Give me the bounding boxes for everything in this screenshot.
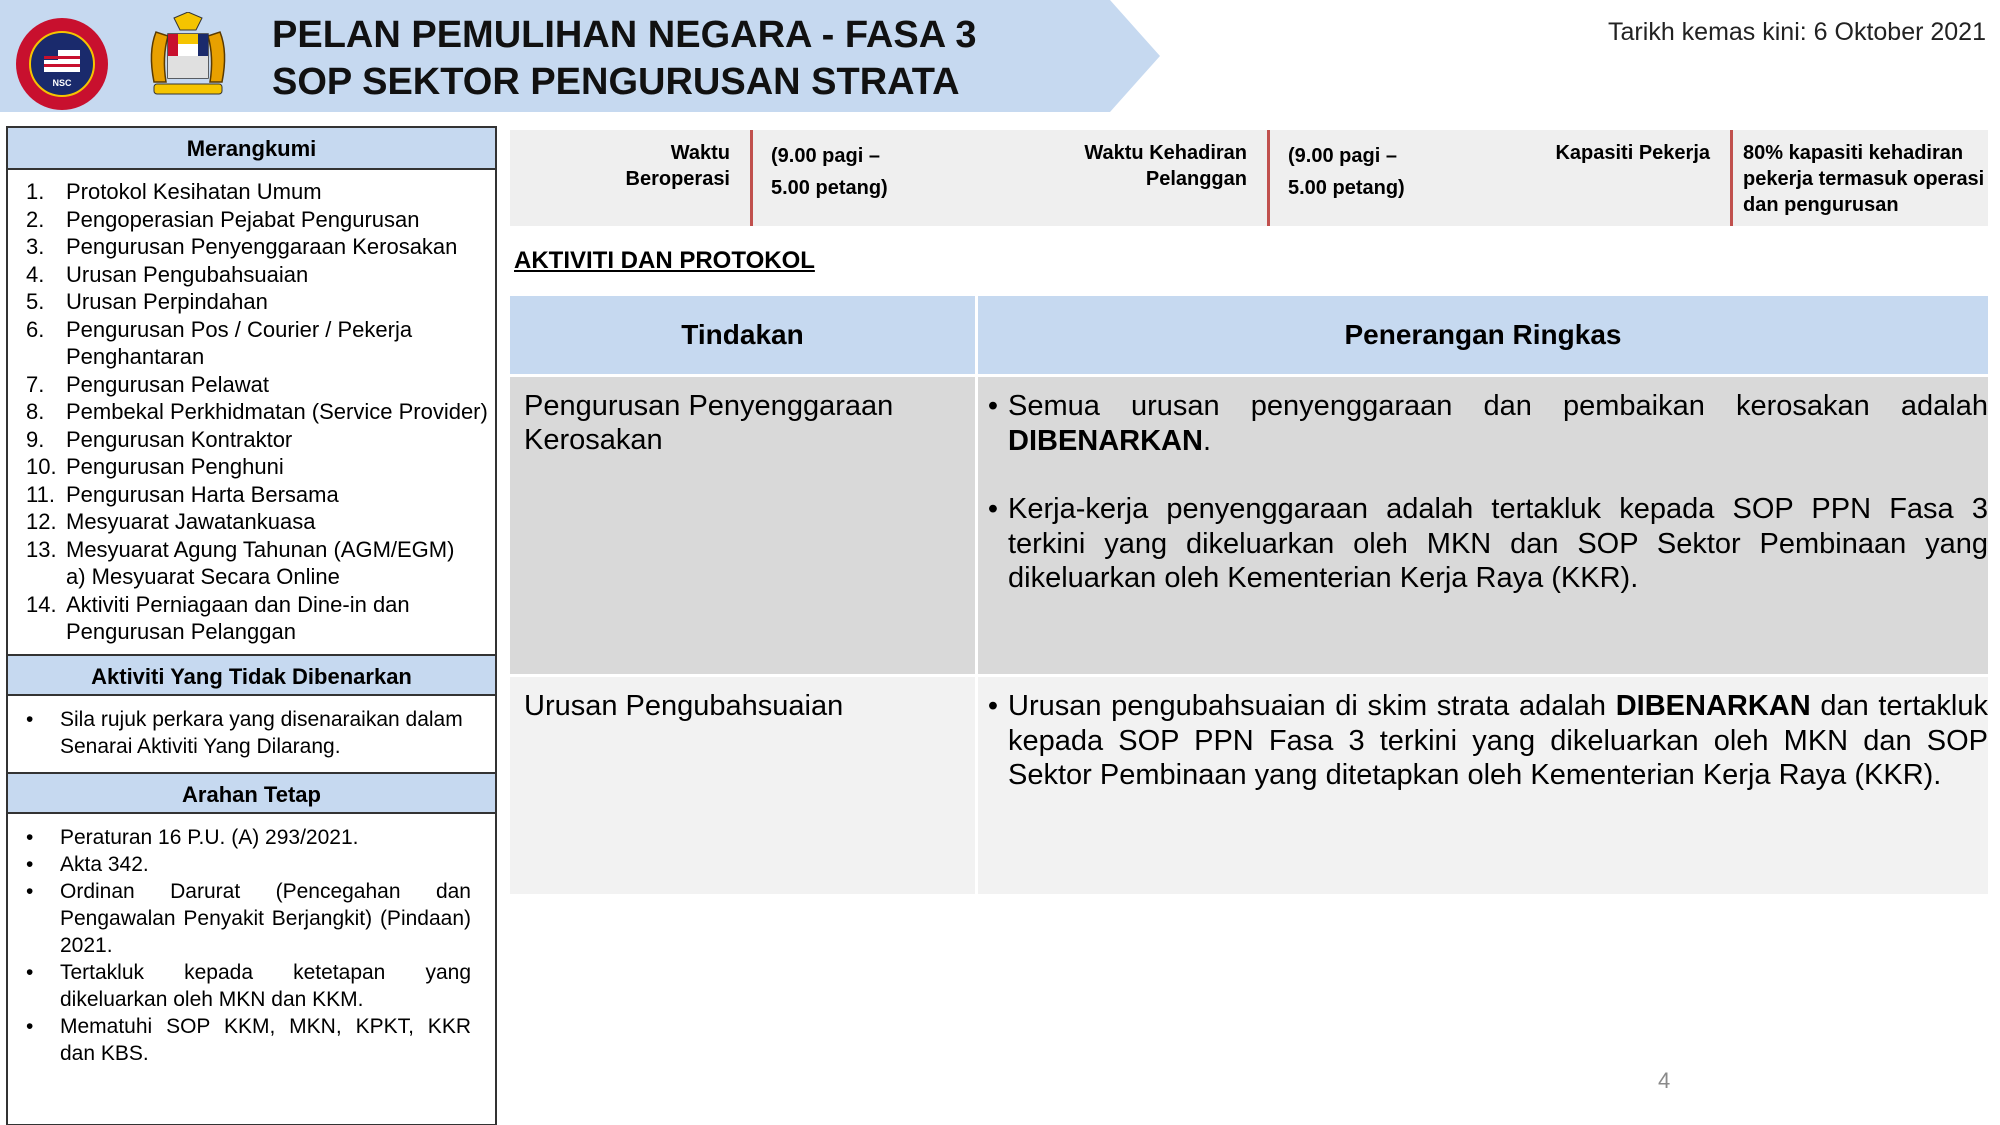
list-item: 10. Pengurusan Penghuni [26,454,284,479]
list-item: 13. Mesyuarat Agung Tahunan (AGM/EGM) [26,536,455,562]
list-item: 2. Pengoperasian Pejabat Pengurusan [26,206,420,232]
list-item: 4. Urusan Pengubahsuaian [26,261,309,287]
operating-hours-label: Waktu Beroperasi [625,142,730,190]
bullet-point: • Urusan pengubahsuaian di skim strata adalah DIBENARKAN dan tertakluk kepada SOP PPN Fasa 3 terkini yang dikeluarkan oleh MKN dan SOP Sektor Pembinaan yang ditetapkan oleh Kementerian Kerja Raya (KKR). [987,690,1988,791]
page-title [272,12,976,106]
customer-hours-value: (9.00 pagi – 5.00 petang) [1267,130,1485,226]
list-item: • Tertakluk kepada ketetapan yang dikeluarkan oleh MKN dan KKM. [26,960,471,1011]
list-item: 9. Pengurusan Kontraktor [26,426,293,452]
worker-capacity-label: Kapasiti Pekerja [1555,142,1710,164]
row-description [975,377,1988,674]
row-action: Urusan Pengubahsuaian [524,690,844,722]
not-allowed-list [8,696,495,772]
bullet-point: • Kerja-kerja penyenggaraan adalah tertakluk kepada SOP PPN Fasa 3 terkini yang dikeluarkan oleh MKN dan SOP Sektor Pembinaan yang dikeluarkan oleh Kementerian Kerja Raya (KKR). [987,493,1988,594]
section-title: AKTIVITI DAN PROTOKOL [514,247,815,274]
nsc-logo [14,16,110,112]
jata-negara-crest [126,12,250,104]
list-item: 1. Protokol Kesihatan Umum [26,179,322,204]
list-item: 8. Pembekal Perkhidmatan (Service Provider) [26,399,488,424]
table-header [510,296,1988,374]
title-line-2: SOP SEKTOR PENGURUSAN STRATA [272,61,960,103]
column-header-action: Tindakan [681,319,804,350]
table-row [510,674,1988,894]
column-header-description: Penerangan Ringkas [975,296,1988,374]
title-line-1: PELAN PEMULIHAN NEGARA - FASA 3 [272,14,977,56]
list-item: 12. Mesyuarat Jawatankuasa [26,509,316,534]
list-item: 14. Aktiviti Perniagaan dan Dine-in dan Pengurusan Pelanggan [26,591,410,644]
list-item: 6. Pengurusan Pos / Courier / Pekerja Penghantaran [26,316,413,369]
list-item: • Mematuhi SOP KKM, MKN, KPKT, KKR dan KBS. [26,1014,471,1065]
list-item: 7. Pengurusan Pelawat [26,371,270,397]
list-item: • Peraturan 16 P.U. (A) 293/2021. [26,825,359,849]
worker-capacity-value: 80% kapasiti kehadiran pekerja termasuk operasi dan pengurusan [1730,130,1988,226]
update-date: Tarikh kemas kini: 6 Oktober 2021 [1608,18,1986,46]
left-panel [6,126,497,1125]
protocol-table [510,296,1988,894]
list-item: • Akta 342. [26,852,149,876]
operating-hours-value: (9.00 pagi – 5.00 petang) [750,130,1035,226]
list-item: 3. Pengurusan Penyenggaraan Kerosakan [26,234,458,259]
summary-list [8,170,495,646]
list-item: a) Mesyuarat Secara Online [66,564,340,589]
row-description [975,677,1988,894]
list-item: • Sila rujuk perkara yang disenaraikan dalam Senarai Aktiviti Yang Dilarang. [26,707,463,758]
arahan-heading: Arahan Tetap [8,772,495,814]
table-row [510,374,1988,674]
list-item: 11. Pengurusan Harta Bersama [26,481,339,507]
not-allowed-heading: Aktiviti Yang Tidak Dibenarkan [8,654,495,696]
list-item: • Ordinan Darurat (Pencegahan dan Pengawalan Penyakit Berjangkit) (Pindaan) 2021. [26,879,471,957]
page-number: 4 [1658,1068,1671,1093]
arahan-list [8,814,495,1077]
row-action: Pengurusan Penyenggaraan Kerosakan [524,390,894,456]
header-banner [0,0,1160,112]
operating-info-strip [510,130,1988,226]
customer-hours-label: Waktu Kehadiran Pelanggan [1084,142,1247,190]
list-item: 5. Urusan Perpindahan [26,289,268,314]
nsc-logo-text: NSC [52,78,72,88]
bullet-point: • Semua urusan penyenggaraan dan pembaikan kerosakan adalah DIBENARKAN. [987,390,1988,457]
summary-heading: Merangkumi [8,128,495,170]
